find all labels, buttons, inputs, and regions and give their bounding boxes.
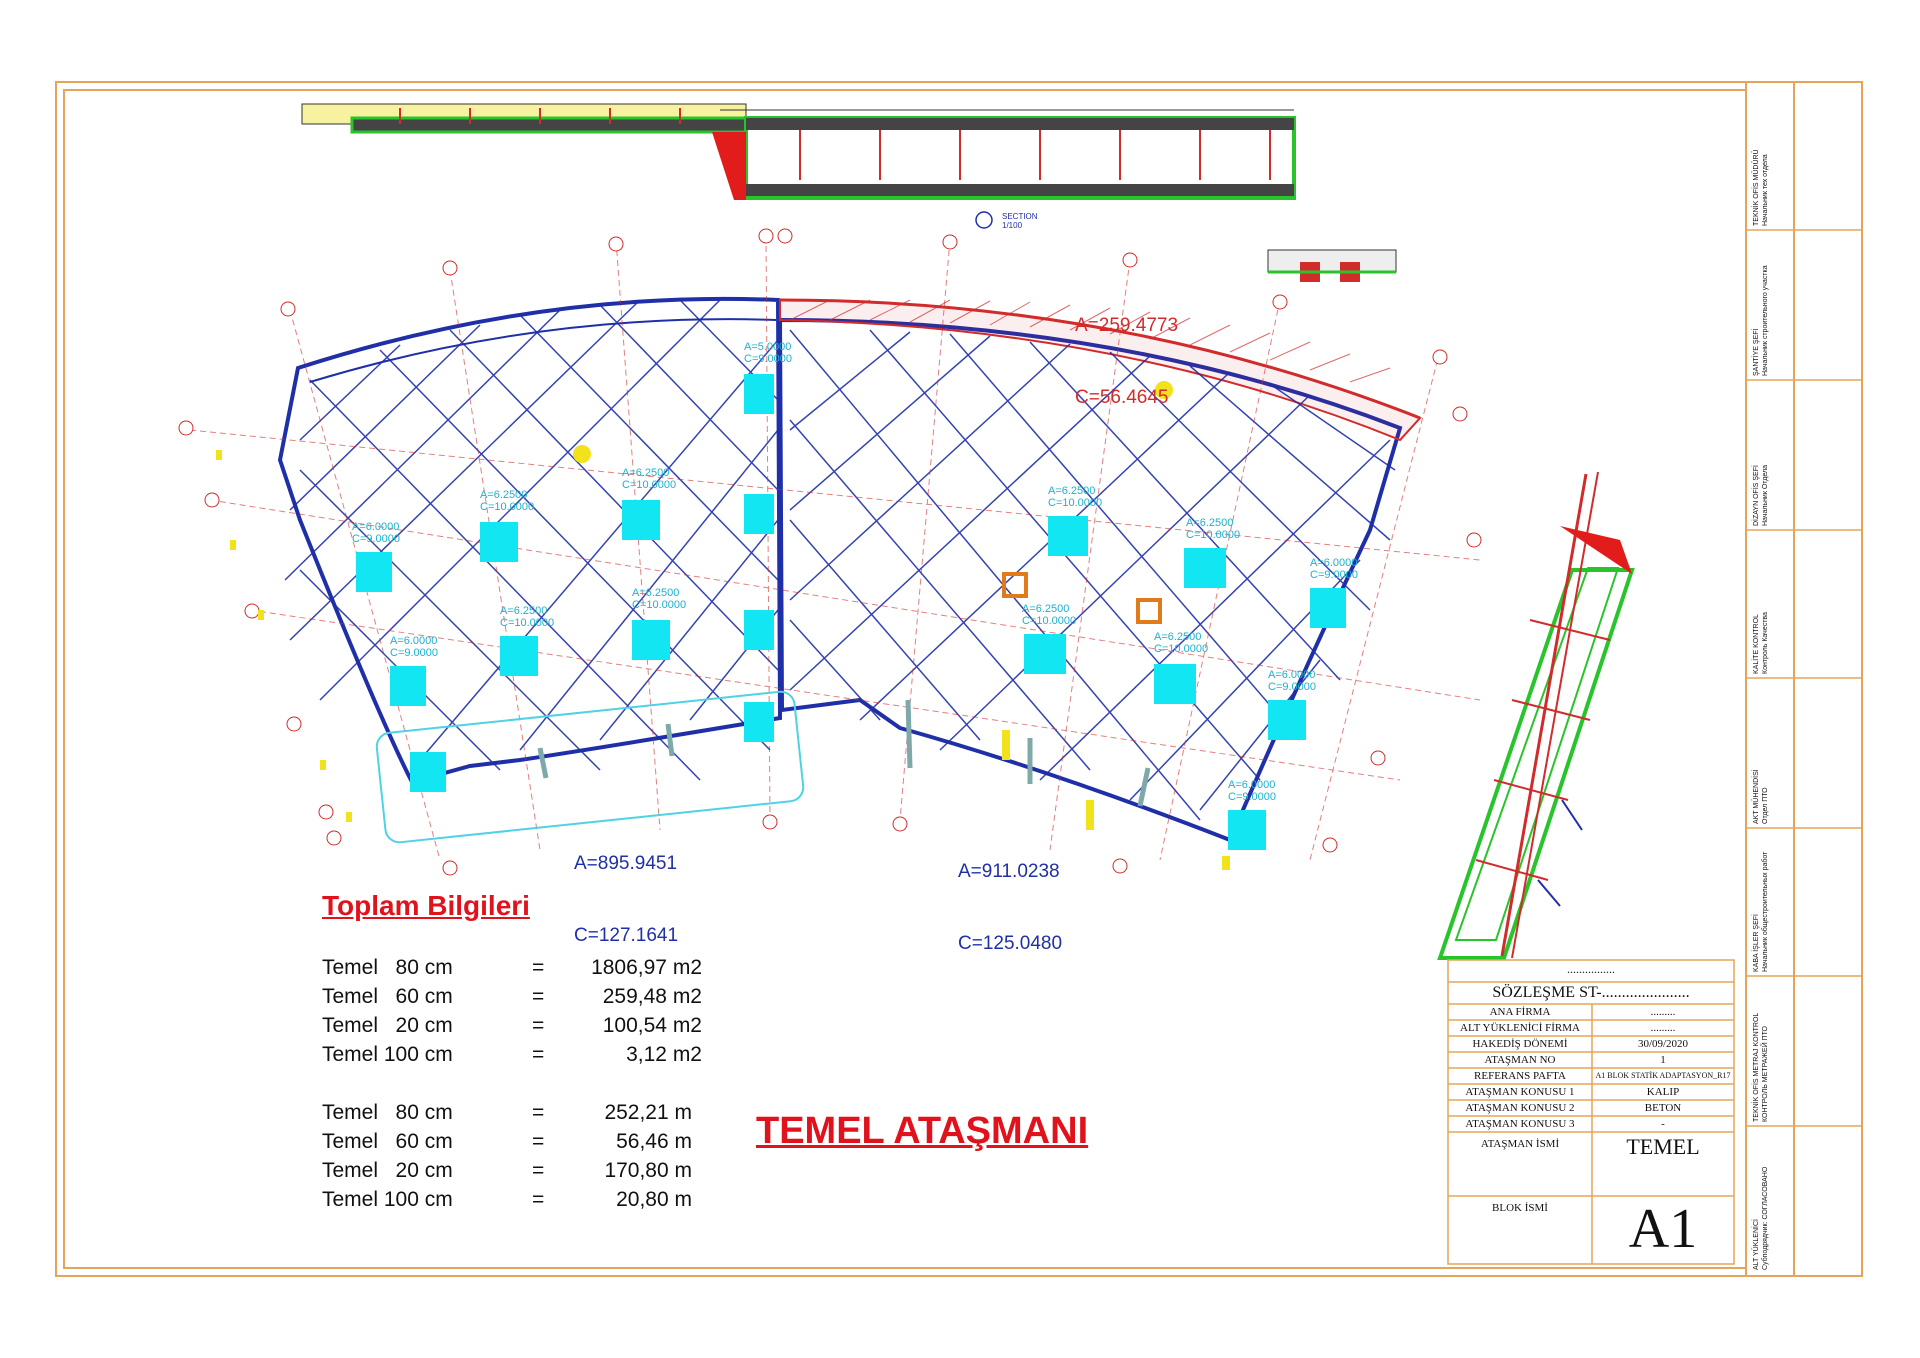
role-label: KALİTE KONTROL Контроль Качества (1753, 612, 1769, 674)
svg-text:C=10.0000: C=10.0000 (1022, 615, 1077, 627)
svg-text:A=6.2500: A=6.2500 (1186, 517, 1234, 529)
row-value: 30/09/2020 (1637, 1038, 1689, 1050)
svg-text:A=6.0000: A=6.0000 (1268, 669, 1316, 681)
svg-text:C=10.0000: C=10.0000 (500, 617, 555, 629)
section-label: SECTION 1/100 (1002, 212, 1038, 230)
svg-text:C=9.0000: C=9.0000 (390, 647, 439, 659)
block-name-value: A1 (1628, 1198, 1698, 1260)
right-region-area: A=911.0238 (958, 861, 1060, 882)
svg-text:C=9.0000: C=9.0000 (1228, 791, 1277, 803)
row-label: REFERANS PAFTA (1474, 1070, 1566, 1082)
svg-text:A=6.0000: A=6.0000 (1228, 779, 1276, 791)
summary-heading: Toplam Bilgileri (322, 890, 530, 921)
right-region-perimeter: C=125.0480 (958, 933, 1063, 954)
role-label: TEKNİK OFİS METRAJ KONTROL КОНТРОЛЬ МЕТРАЖЕЙ ПТО (1753, 1012, 1769, 1122)
row-label: HAKEDİŞ DÖNEMİ (1472, 1038, 1568, 1050)
drawing-title: TEMEL ATAŞMANI (756, 1110, 1089, 1152)
row-label: ALT YÜKLENİCİ FİRMA (1460, 1022, 1580, 1034)
svg-text:A=6.2500: A=6.2500 (1048, 485, 1096, 497)
left-region-label (574, 804, 678, 972)
left-region-perimeter: C=127.1641 (574, 925, 679, 946)
title-block-dots: ................ (1567, 962, 1615, 976)
svg-text:A=6.0000: A=6.0000 (390, 635, 438, 647)
red-region-label (1075, 266, 1178, 434)
svg-text:A=6.2500: A=6.2500 (632, 587, 680, 599)
svg-text:C=10.0000: C=10.0000 (1154, 643, 1209, 655)
right-region-label (958, 812, 1062, 980)
svg-text:A=6.2500: A=6.2500 (1154, 631, 1202, 643)
row-value: ......... (1650, 1006, 1676, 1018)
attachment-name-label: ATAŞMAN İSMİ (1480, 1138, 1560, 1150)
role-label: ŞANTİYE ŞEFİ Начальник строительного участка (1753, 265, 1769, 376)
svg-text:A=6.0000: A=6.0000 (1310, 557, 1358, 569)
svg-text:C=10.0000: C=10.0000 (622, 479, 677, 491)
role-label: DİZAYN OFİS ŞEFİ Начальник Отдела (1753, 465, 1769, 526)
svg-text:C=9.0000: C=9.0000 (1268, 681, 1317, 693)
block-name-label: BLOK İSMİ (1492, 1202, 1548, 1214)
svg-text:C=9.0000: C=9.0000 (352, 533, 401, 545)
role-label: ALT YÜKLENİCİ Субподрядчик: СОГЛАСОВАНО (1753, 1166, 1769, 1270)
row-label: ATAŞMAN KONUSU 3 (1465, 1118, 1575, 1130)
svg-text:C=9.0000: C=9.0000 (744, 353, 793, 365)
svg-text:A=6.0000: A=6.0000 (352, 521, 400, 533)
role-label: AKT MÜHENDİSİ Отдел ПТО (1753, 769, 1769, 824)
svg-text:C=10.0000: C=10.0000 (480, 501, 535, 513)
role-label: KABA İŞLER ŞEFİ Начальник общестроительных работ (1753, 851, 1769, 972)
svg-text:A=6.2500: A=6.2500 (1022, 603, 1070, 615)
top-section-drawing (302, 104, 1294, 228)
row-label: ATAŞMAN KONUSU 2 (1465, 1102, 1575, 1114)
red-region-area: A=259.4773 (1075, 315, 1179, 336)
svg-text:C=10.0000: C=10.0000 (632, 599, 687, 611)
svg-text:A=6.2500: A=6.2500 (622, 467, 670, 479)
row-value: A1 BLOK STATİK ADAPTASYON_R17 (1595, 1071, 1731, 1080)
row-value: ......... (1650, 1022, 1676, 1034)
row-label: ATAŞMAN NO (1484, 1054, 1556, 1066)
row-label: ATAŞMAN KONUSU 1 (1465, 1086, 1575, 1098)
svg-text:A=6.2500: A=6.2500 (480, 489, 528, 501)
svg-text:C=10.0000: C=10.0000 (1186, 529, 1241, 541)
row-value: KALIP (1646, 1086, 1680, 1098)
detail-drawing (1268, 250, 1396, 282)
svg-text:C=9.0000: C=9.0000 (1310, 569, 1359, 581)
row-value: BETON (1644, 1102, 1682, 1114)
role-label: TEKNİK OFİS MÜDÜRÜ Начальник тех отдела (1753, 149, 1769, 226)
red-region-perimeter: C=56.4645 (1075, 387, 1169, 408)
row-value: - (1661, 1118, 1665, 1130)
svg-text:A=5.0000: A=5.0000 (744, 341, 792, 353)
left-region-area: A=895.9451 (574, 853, 678, 874)
attachment-name-value: TEMEL (1626, 1134, 1700, 1159)
contract-number: SÖZLEŞME ST-...................... (1492, 984, 1690, 1001)
row-value: 1 (1660, 1054, 1666, 1066)
row-label: ANA FİRMA (1489, 1006, 1551, 1018)
svg-text:A=6.2500: A=6.2500 (500, 605, 548, 617)
foundation-plan (179, 229, 1481, 875)
svg-text:C=10.0000: C=10.0000 (1048, 497, 1103, 509)
